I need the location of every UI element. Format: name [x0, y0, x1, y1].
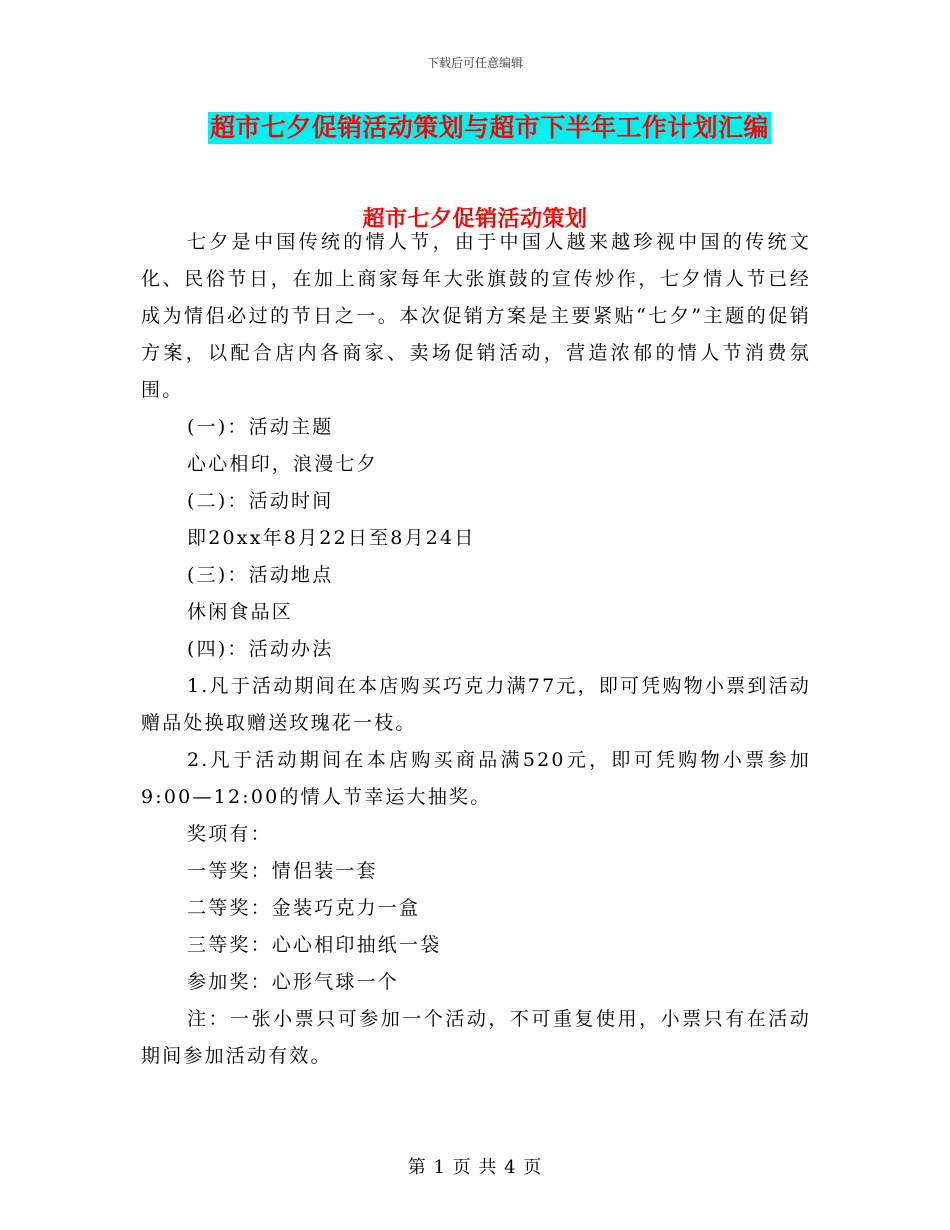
page-footer: 第 1 页 共 4 页	[407, 1157, 543, 1178]
paragraph-method-2: 2.凡于活动期间在本店购买商品满520元，即可凭购物小票参加9:00—12:00的情人节幸运大抽奖。	[141, 749, 811, 808]
heading-theme: (一)：活动主题	[187, 416, 334, 438]
paragraph-location: 休闲食品区	[187, 601, 294, 623]
document-title-highlight	[208, 112, 771, 144]
paragraph-theme: 心心相印，浪漫七夕	[187, 453, 378, 475]
prize-third: 三等奖：心心相印抽纸一袋	[187, 934, 442, 956]
paragraph-note: 注：一张小票只可参加一个活动，不可重复使用，小票只有在活动期间参加活动有效。	[141, 1008, 811, 1067]
prize-first: 一等奖：情侣装一套	[187, 860, 378, 882]
heading-location: (三)：活动地点	[187, 564, 334, 586]
paragraph-method-1: 1.凡于活动期间在本店购买巧克力满77元，即可凭购物小票到活动赠品处换取赠送玫瑰花一枝。	[141, 675, 811, 734]
document-title: 超市七夕促销活动策划与超市下半年工作计划汇编	[210, 113, 769, 142]
paragraph-intro: 七夕是中国传统的情人节，由于中国人越来越珍视中国的传统文化、民俗节日，在加上商家每年大张旗鼓的宣传炒作，七夕情人节已经成为情侣必过的节日之一。本次促销方案是主要紧贴“七夕”主题的促销方案，以配合店内各商家、卖场促销活动，营造浓郁的情人节消费氛围。	[141, 231, 811, 401]
page-header-note: 下载后可任意编辑	[426, 56, 523, 70]
prize-heading: 奖项有：	[187, 823, 272, 845]
paragraph-time: 即20xx年8月22日至8月24日	[187, 527, 476, 549]
heading-method: (四)：活动办法	[187, 638, 334, 660]
heading-time: (二)：活动时间	[187, 490, 334, 512]
section-title: 超市七夕促销活动策划	[362, 206, 588, 232]
prize-second: 二等奖：金装巧克力一盒	[187, 897, 421, 919]
document-body	[141, 224, 811, 1075]
prize-participation: 参加奖：心形气球一个	[187, 971, 400, 993]
